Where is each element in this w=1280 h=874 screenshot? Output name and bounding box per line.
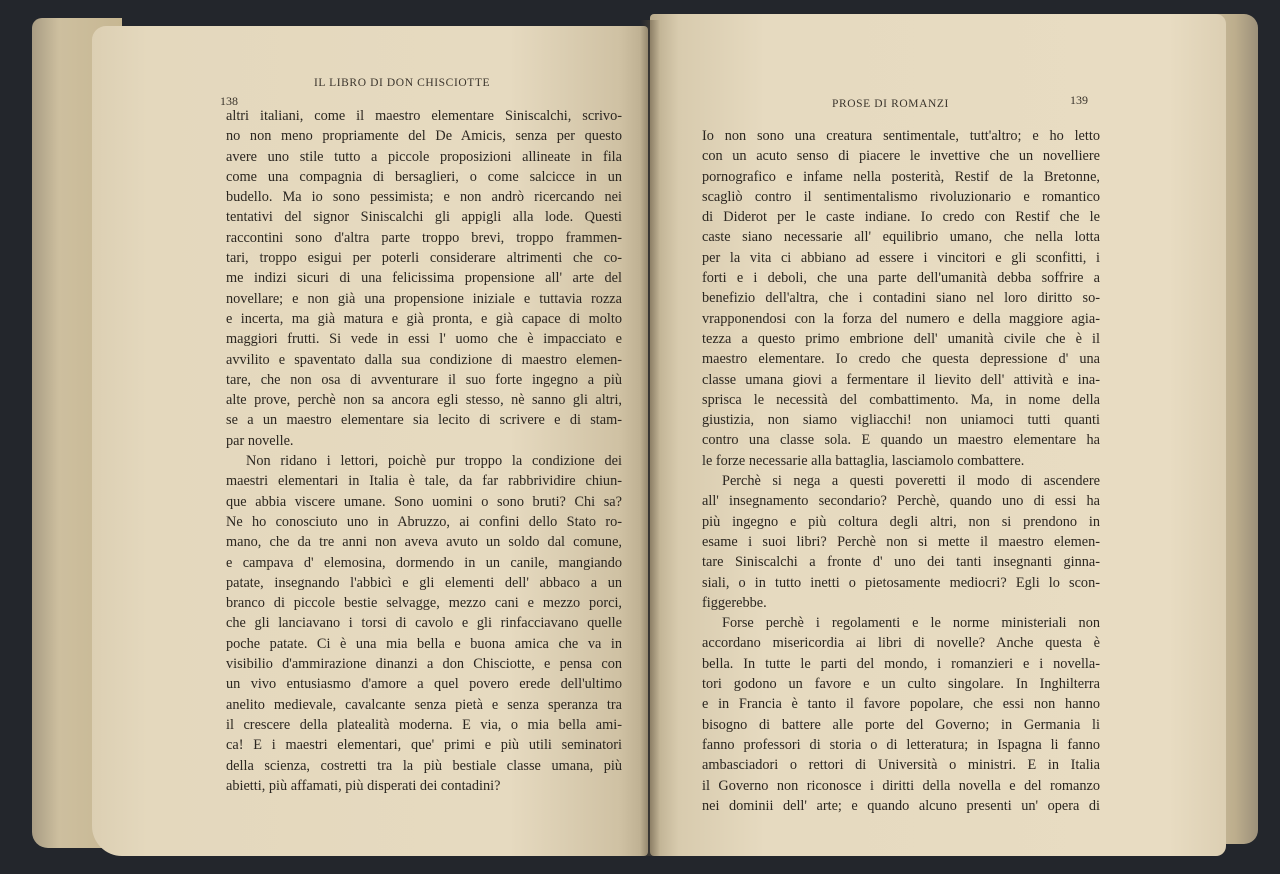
text-line: giustizia, non siamo vigliacchi! non uniamoci tutti quanti bbox=[702, 412, 1100, 429]
text-line: e campava d' elemosina, dormendo in un canile, mangiando bbox=[226, 554, 622, 571]
text-line: Ne ho conosciuto uno in Abruzzo, ai confini dello Stato ro- bbox=[226, 513, 622, 530]
text-line: que abbia viscere umane. Sono uomini o sono bruti? Chi sa? bbox=[226, 493, 622, 510]
text-line: tentativi del signor Siniscalchi gli appigli alla lode. Questi bbox=[226, 209, 622, 226]
text-line: che gli lanciavano i torsi di cavolo e gli rinfacciavano quelle bbox=[226, 615, 622, 632]
text-line: budello. Ma io sono pessimista; e non andrò ricercando nei bbox=[226, 189, 622, 206]
text-line: bisogno di battere alle porte del Governo; in Germania li bbox=[702, 716, 1100, 733]
text-line: il Governo non riconosce i diritti della novella e del romanzo bbox=[702, 777, 1100, 794]
text-line: fanno professori di storia o di letteratura; in Ispagna li fanno bbox=[702, 736, 1100, 753]
text-line: me indizi sicuri di una felicissima propensione all' arte del bbox=[226, 270, 622, 287]
text-line: all' insegnamento secondario? Perchè, quando uno di essi ha bbox=[702, 493, 1100, 510]
text-line: maestro elementare. Io credo che questa depressione d' una bbox=[702, 351, 1100, 368]
text-line: Io non sono una creatura sentimentale, tutt'altro; e ho letto bbox=[702, 128, 1100, 144]
text-line: Non ridano i lettori, poichè pur troppo la condizione dei bbox=[246, 453, 622, 470]
text-line: tare, che non osa di avventurare il suo forte ingegno a più bbox=[226, 371, 622, 388]
right-text-block bbox=[702, 126, 1100, 816]
book-gutter bbox=[640, 20, 660, 856]
text-line: tezza a questo primo embrione dell' umanità civile che è il bbox=[702, 330, 1100, 347]
text-line: ca! E i maestri elementari, que' primi e più utili seminatori bbox=[226, 737, 622, 754]
left-page bbox=[92, 26, 648, 856]
text-line: bella. In tutte le parti del mondo, i romanzieri e i novella- bbox=[702, 655, 1100, 672]
right-page-number: 139 bbox=[1070, 93, 1088, 107]
text-line: scagliò contro il sentimentalismo rivoluzionario e romantico bbox=[702, 188, 1100, 205]
text-line: altri italiani, come il maestro elementare Siniscalchi, scrivo- bbox=[226, 108, 622, 124]
text-line: di Diderot per le caste indiane. Io credo con Restif che le bbox=[702, 209, 1100, 226]
text-line: avere uno stile tutto a piccole proposizioni allineate in fila bbox=[226, 148, 622, 165]
text-line: novellare; e non già una propensione iniziale e tuttavia rozza bbox=[226, 290, 622, 307]
text-line: caste siano necessarie all' equilibrio umano, che nella lotta bbox=[702, 229, 1100, 246]
text-line: figgerebbe. bbox=[702, 594, 767, 611]
text-line: no non meno propriamente del De Amicis, senza per questo bbox=[226, 128, 622, 145]
text-line: raccontini sono d'altra parte troppo brevi, troppo frammen- bbox=[226, 229, 622, 246]
text-line: sprisca le necessità del combattimento. Ma, in nome della bbox=[702, 391, 1100, 408]
left-running-head: IL LIBRO DI DON CHISCIOTTE bbox=[314, 77, 491, 89]
text-line: tari, troppo esigui per poterli considerare altrimenti che co- bbox=[226, 250, 622, 267]
text-line: maestri elementari in Italia è tale, da far rabbrividire chiun- bbox=[226, 473, 622, 490]
text-line: esame i suoi libri? Perchè non si mette il maestro elemen- bbox=[702, 533, 1100, 550]
text-line: forti e i deboli, che una parte dell'umanità debba soffrire a bbox=[702, 270, 1100, 287]
text-line: avvilito e spaventato dalla sua condizione di maestro elemen- bbox=[226, 351, 622, 368]
text-line: visibilio d'ammirazione dinanzi a don Chisciotte, e pensa con bbox=[226, 656, 622, 673]
text-line: come una compagnia di bersaglieri, o come salcicce in un bbox=[226, 168, 622, 185]
text-line: pornografico e infame nella posterità, Restif de la Bretonne, bbox=[702, 168, 1100, 185]
text-line: con un acuto senso di piacere le invettive che un novelliere bbox=[702, 148, 1100, 165]
text-line: mano, che da tre anni non aveva avuto un soldo dal comune, bbox=[226, 534, 622, 551]
text-line: accordano misericordia ai libri di novelle? Anche questa è bbox=[702, 635, 1100, 652]
left-page-number: 138 bbox=[220, 94, 238, 108]
right-running-head: PROSE DI ROMANZI bbox=[832, 98, 949, 110]
text-line: il crescere della platealità moderna. E via, o mia bella ami- bbox=[226, 716, 622, 733]
text-line: anelito medievale, cavalcante senza pietà e senza speranza tra bbox=[226, 696, 622, 713]
text-line: tori godono un favore e un culto singolare. In Inghilterra bbox=[702, 676, 1100, 693]
text-line: nei dominii dell' arte; e quando alcuno presenti un' opera di bbox=[702, 797, 1100, 814]
text-line: Forse perchè i regolamenti e le norme ministeriali non bbox=[722, 615, 1100, 632]
text-line: per la vita ci abbiano ad essere i vincitori e gli sconfitti, i bbox=[702, 249, 1100, 266]
text-line: classe umana giovi a fermentare il lievito dell' attività e ina- bbox=[702, 371, 1100, 388]
text-line: più ingegno e più coltura degli altri, non si prendono in bbox=[702, 513, 1100, 530]
text-line: le forze necessarie alla battaglia, lasciamolo combattere. bbox=[702, 452, 1025, 469]
text-line: vrapponendosi con la forza del numero e della maggiore agia- bbox=[702, 310, 1100, 327]
text-line: della scienza, costretti tra la più bestiale classe umana, più bbox=[226, 757, 622, 774]
text-line: par novelle. bbox=[226, 432, 294, 449]
text-line: poche patate. Ci è una mia bella e buona amica che va in bbox=[226, 635, 622, 652]
text-line: e incerta, ma già matura e già pronta, e già capace di molto bbox=[226, 310, 622, 327]
text-line: abietti, più affamati, più disperati dei contadini? bbox=[226, 777, 501, 794]
text-line: se a un maestro elementare sia lecito di scrivere e di stam- bbox=[226, 412, 622, 429]
text-line: benefizio dell'altra, che i contadini siano nel loro diritto so- bbox=[702, 290, 1100, 307]
text-line: un vivo entusiasmo d'amore a quel povero erede dell'ultimo bbox=[226, 676, 622, 693]
text-line: alte prove, perchè non sa ancora egli stesso, nè sanno gli altri, bbox=[226, 392, 622, 409]
text-line: patate, insegnando l'abbicì e gli elementi dell' abbaco a un bbox=[226, 574, 622, 591]
text-line: maggiori frutti. Si vede in essi l' uomo che è impacciato e bbox=[226, 331, 622, 348]
right-page bbox=[650, 14, 1226, 856]
text-line: Perchè si nega a questi poveretti il modo di ascendere bbox=[722, 473, 1100, 490]
text-line: siali, o in tutto inetti o pietosamente mediocri? Egli lo scon- bbox=[702, 574, 1100, 591]
text-line: ambasciadori o rettori di Università o ministri. E in Italia bbox=[702, 757, 1100, 774]
text-line: e in Francia è tanto il favore popolare, che essi non hanno bbox=[702, 696, 1100, 713]
text-line: contro una classe sola. E quando un maestro elementare ha bbox=[702, 432, 1100, 449]
text-line: tare Siniscalchi a fronte d' uno dei tanti insegnanti ginna- bbox=[702, 554, 1100, 571]
text-line: branco di piccole bestie selvagge, mezzo cani e mezzo porci, bbox=[226, 595, 622, 612]
left-text-block bbox=[226, 106, 622, 796]
